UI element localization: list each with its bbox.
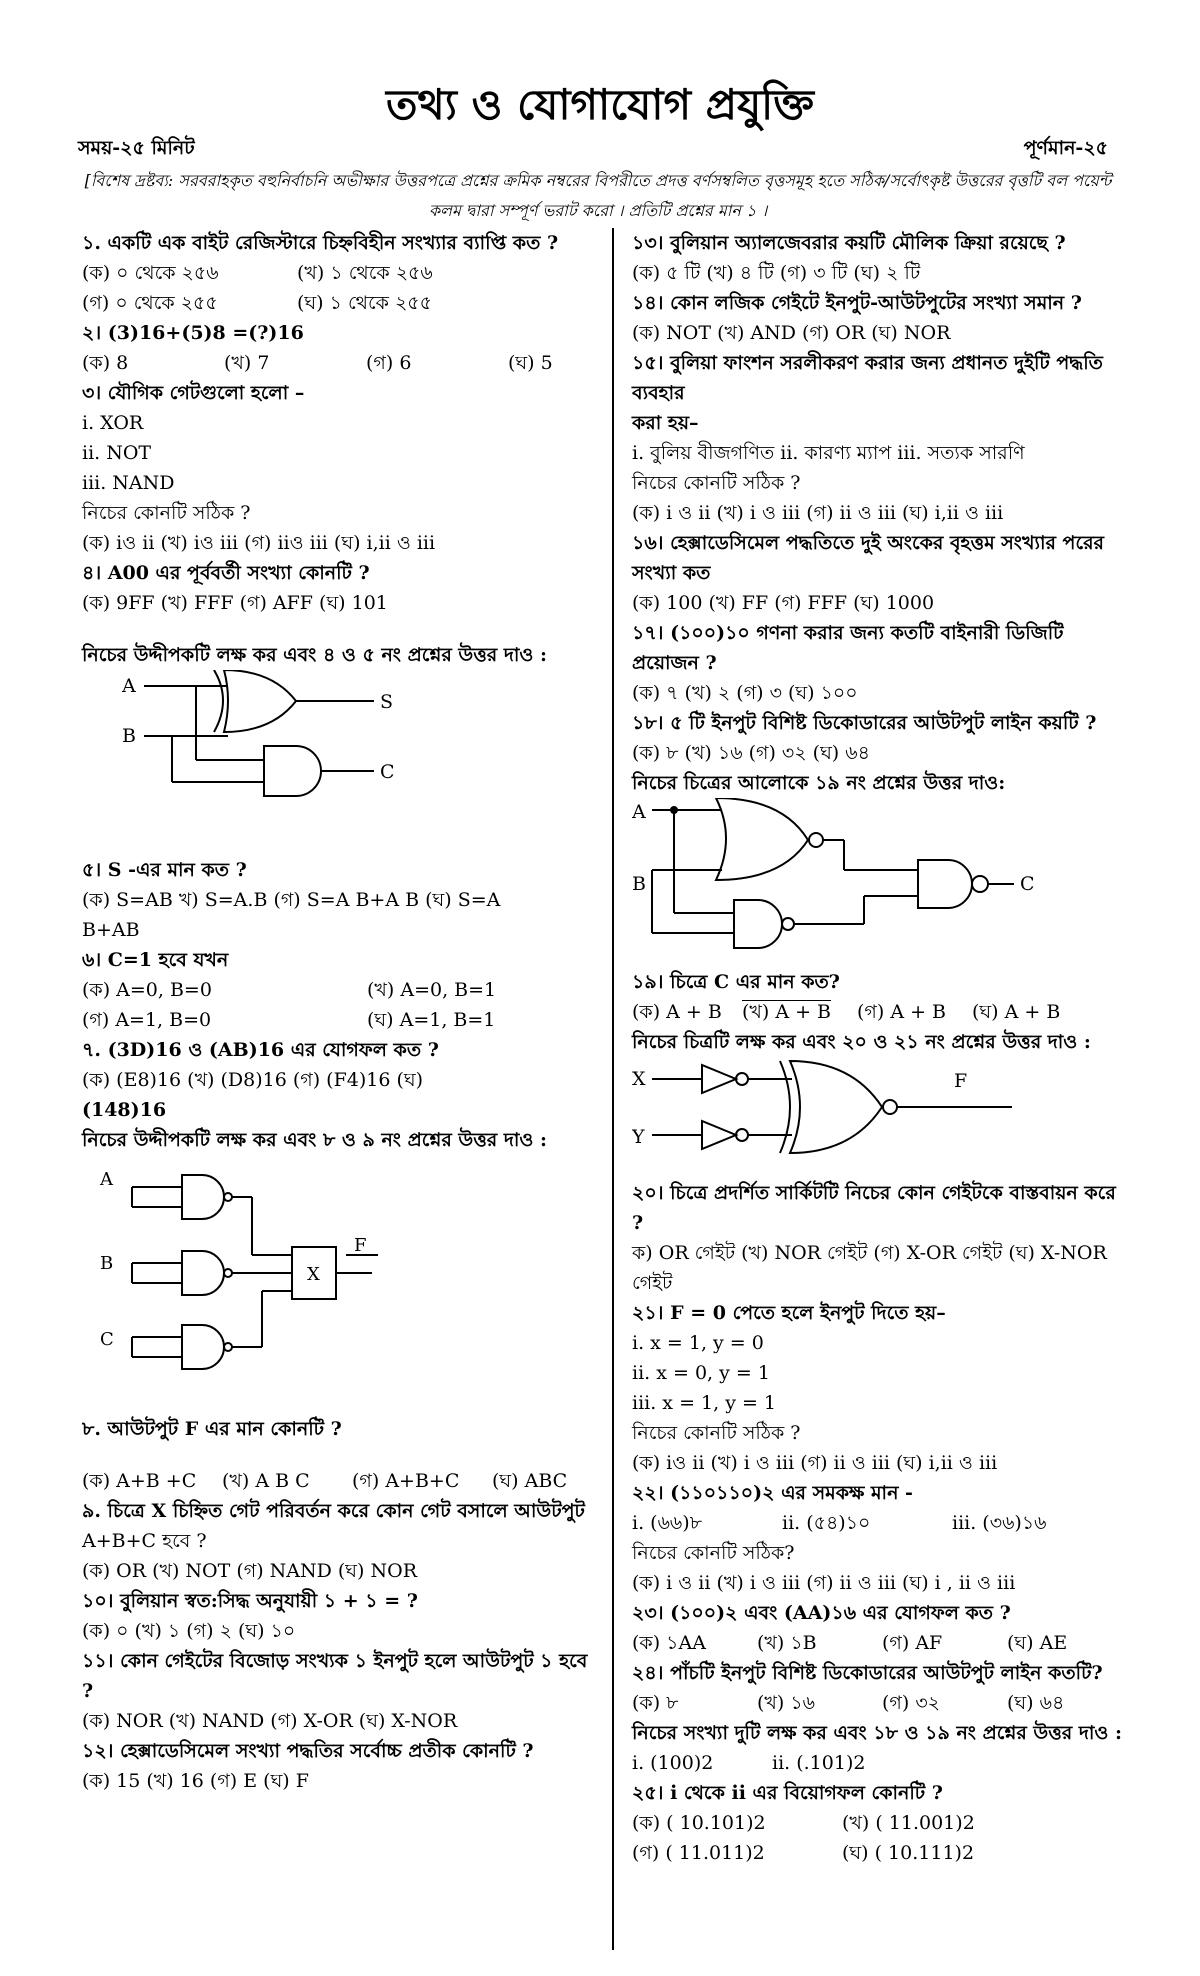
question-choice-prompt: নিচের কোনটি সঠিক ? [82, 502, 251, 524]
right-column [632, 228, 1132, 1868]
q19-options [632, 997, 1132, 1027]
question-choice-prompt: নিচের কোনটি সঠিক ? [632, 1422, 801, 1444]
option: (খ) A B C [222, 1470, 310, 1492]
question-12: ১২। হেক্সাডেসিমেল সংখ্যা পদ্ধতির সর্বোচ্চ প্রতীক কোনটি ? [82, 1740, 534, 1762]
numbers [632, 1748, 1132, 1778]
label-b: B [100, 1253, 114, 1274]
question-7: ৭. (3D)16 ও (AB)16 এর যোগফল কত ? [82, 1039, 439, 1061]
option: (ক) ( 10.101)2 [632, 1812, 766, 1834]
option: (গ) A+B+C [352, 1470, 460, 1492]
option: (ঘ) A=1, B=1 [367, 1009, 496, 1031]
label-f: F [954, 1070, 968, 1092]
question-13: ১৩। বুলিয়ান অ্যালজেবরার কয়টি মৌলিক ক্রিয়া রয়েছে ? [632, 232, 1066, 254]
label-a: A [100, 1169, 113, 1190]
q5-options: (ক) S=AB খ) S=A.B (গ) S=A B+A B (ঘ) S=A [82, 889, 501, 911]
option: (গ) AF [882, 1632, 943, 1654]
question-10: ১০। বুলিয়ান স্বত:সিদ্ধ অনুযায়ী ১ + ১ = ? [82, 1590, 418, 1612]
option: (ক) ৮ [632, 1692, 679, 1714]
statement: iii. NAND [82, 472, 175, 494]
q20-options: ক) OR গেইট (খ) NOR গেইট (গ) X-OR গেইট (ঘ) X-NOR [632, 1242, 1107, 1264]
question-22: ২২। (১১০১১০)২ এর সমকক্ষ মান - [632, 1482, 913, 1504]
statement: i. (৬৬)৮ [632, 1512, 703, 1534]
question-8: ৮. আউটপুট F এর মান কোনটি ? [82, 1418, 342, 1440]
label-c: C [100, 1329, 114, 1350]
question-11: ১১। কোন গেইটের বিজোড় সংখ্যক ১ ইনপুট হলে আউটপুট ১ হবে ? [82, 1650, 588, 1702]
q5-options-cont: B+AB [82, 919, 140, 941]
q2-options [82, 348, 602, 378]
label-f: F [354, 1235, 367, 1256]
question-5: ৫। S -এর মান কত ? [82, 859, 247, 881]
label-x: X [632, 1068, 646, 1090]
q22-options: (ক) i ও ii (খ) i ও iii (গ) ii ও iii (ঘ) i , ii ও iii [632, 1572, 1016, 1594]
q25-options-row2 [632, 1838, 1132, 1868]
question-17: ১৭। (১০০)১০ গণনা করার জন্য কতটি বাইনারী ডিজিটি প্রয়োজন ? [632, 622, 1064, 674]
stimulus-19: নিচের চিত্রের আলোকে ১৯ নং প্রশ্নের উত্তর দাও: [632, 772, 1006, 794]
q20-options-cont: গেইট [632, 1272, 673, 1294]
q25-options-row1 [632, 1808, 1132, 1838]
option: (ঘ) 5 [508, 352, 553, 374]
option: (ক) A=0, B=0 [82, 979, 212, 1001]
q17-options: (ক) ৭ (খ) ২ (গ) ৩ (ঘ) ১০০ [632, 682, 858, 704]
q7-options-cont: (148)16 [82, 1099, 167, 1121]
exam-time: সময়-২৫ মিনিট [78, 137, 195, 159]
question-3: ৩। যৌগিক গেটগুলো হলো – [82, 382, 305, 404]
label-a: A [632, 801, 646, 823]
option: (গ) 6 [366, 352, 412, 374]
q15-options: (ক) i ও ii (খ) i ও iii (গ) ii ও iii (ঘ) i,ii ও iii [632, 502, 1004, 524]
circuit-diagram-xor-and [82, 670, 542, 846]
option: (ঘ) ( 10.111)2 [842, 1842, 975, 1864]
q6-options-row1 [82, 975, 602, 1005]
instructions: [বিশেষ দ্রষ্টব্য: সরবরাহকৃত বহুনির্বাচনি অভীক্ষার উত্তরপত্রে প্রশ্নের ক্রমিক নম্বরের বিপরীতে প্রদত্ত বর্ণসম্বলিত বৃত্তসমূহ হতে সঠিক/সর্বোৎকৃষ্ট উত্তরের বৃত্তটি বল পয়েন্ট কলম দ্বারা সম্পূর্ণ ভরাট করো । প্রতিটি প্রশ্নের মান ১ । [84, 171, 1112, 220]
number-i: i. (100)2 [632, 1752, 714, 1774]
q15-statements: i. বুলিয় বীজগণিত ii. কারণ্য ম্যাপ iii. সত্যক সারণি [632, 442, 1025, 464]
label-c: C [1020, 873, 1035, 895]
q18-options: (ক) ৮ (খ) ১৬ (গ) ৩২ (ঘ) ৬৪ [632, 742, 870, 764]
option: (ঘ) ABC [492, 1470, 568, 1492]
q24-options [632, 1688, 1132, 1718]
option: (ঘ) ১ থেকে ২৫৫ [297, 292, 432, 314]
question-25: ২৫। i থেকে ii এর বিয়োগফল কোনটি ? [632, 1782, 943, 1804]
question-choice-prompt: নিচের কোনটি সঠিক? [632, 1542, 795, 1564]
question-6: ৬। C=1 হবে যখন [82, 949, 229, 971]
q10-options: (ক) ০ (খ) ১ (গ) ২ (ঘ) ১০ [82, 1620, 296, 1642]
question-15: ১৫। বুলিয়া ফাংশন সরলীকরণ করার জন্য প্রধানত দুইটি পদ্ধতি ব্যবহার [632, 352, 1103, 404]
question-21: ২১। F = 0 পেতে হলে ইনপুট দিতে হয়– [632, 1302, 946, 1324]
statement: iii. x = 1, y = 1 [632, 1392, 777, 1414]
option: (ক) A+B +C [82, 1470, 197, 1492]
question-4: ৪। A00 এর পূর্ববর্তী সংখ্যা কোনটি ? [82, 562, 370, 584]
option: (গ) ০ থেকে ২৫৫ [82, 292, 218, 314]
option: (ঘ) ৬৪ [1007, 1692, 1065, 1714]
option: (ঘ) AE [1007, 1632, 1068, 1654]
option: (ঘ) A + B [972, 1001, 1061, 1023]
column-divider [612, 228, 614, 1950]
number-ii: ii. (.101)2 [772, 1752, 866, 1774]
exam-marks: পূর্ণমান-২৫ [1023, 137, 1108, 159]
option: (খ) 7 [224, 352, 270, 374]
label-a: A [122, 675, 136, 697]
q8-options [82, 1466, 602, 1496]
q11-options: (ক) NOR (খ) NAND (গ) X-OR (ঘ) X-NOR [82, 1710, 458, 1732]
q16-options: (ক) 100 (খ) FF (গ) FFF (ঘ) 1000 [632, 592, 935, 614]
option: (গ) ৩২ [882, 1692, 941, 1714]
stimulus-4-5: নিচের উদ্দীপকটি লক্ষ কর এবং ৪ ও ৫ নং প্রশ্নের উত্তর দাও : [82, 644, 547, 666]
question-16: ১৬। হেক্সাডেসিমেল পদ্ধতিতে দুই অংকের বৃহত্তম সংখ্যার পরের সংখ্যা কত [632, 532, 1104, 584]
stimulus-8-9: নিচের উদ্দীপকটি লক্ষ কর এবং ৮ ও ৯ নং প্রশ্নের উত্তর দাও : [82, 1129, 547, 1151]
question-9-cont: A+B+C হবে ? [82, 1530, 207, 1552]
q14-options: (ক) NOT (খ) AND (গ) OR (ঘ) NOR [632, 322, 951, 344]
question-1: ১. একটি এক বাইট রেজিস্টারে চিহ্নবিহীন সংখ্যার ব্যাপ্তি কত ? [82, 232, 559, 254]
stimulus-18-19: নিচের সংখ্যা দুটি লক্ষ কর এবং ১৮ ও ১৯ নং প্রশ্নের উত্তর দাও : [632, 1722, 1122, 1744]
statement: ii. (৫৪)১০ [782, 1512, 871, 1534]
circuit-diagram-nand-x [82, 1155, 542, 1405]
label-x: X [307, 1264, 320, 1285]
circuit-diagram-not-xnor [632, 1057, 1092, 1169]
option: (গ) ( 11.011)2 [632, 1842, 765, 1864]
option: (ক) 8 [82, 352, 129, 374]
option: (ক) ০ থেকে ২৫৬ [82, 262, 219, 284]
circuit-diagram-or-nand [632, 798, 1092, 958]
q21-options: (ক) iও ii (খ) i ও iii (গ) ii ও iii (ঘ) i,ii ও iii [632, 1452, 998, 1474]
q9-options: (ক) OR (খ) NOT (গ) NAND (ঘ) NOR [82, 1560, 418, 1582]
q12-options: (ক) 15 (খ) 16 (গ) E (ঘ) F [82, 1770, 309, 1792]
option: (খ) ( 11.001)2 [842, 1812, 975, 1834]
statement: ii. x = 0, y = 1 [632, 1362, 770, 1384]
statement: ii. NOT [82, 442, 152, 464]
question-9: ৯. চিত্রে X চিহ্নিত গেট পরিবর্তন করে কোন গেট বসালে আউটপুট [82, 1500, 585, 1522]
exam-title: তথ্য ও যোগাযোগ প্রযুক্তি [386, 80, 814, 129]
label-c: C [380, 761, 395, 783]
q23-options [632, 1628, 1132, 1658]
question-18: ১৮। ৫ টি ইনপুট বিশিষ্ট ডিকোডারের আউটপুট লাইন কয়টি ? [632, 712, 1097, 734]
question-19: ১৯। চিত্রে C এর মান কত? [632, 971, 840, 993]
question-choice-prompt: নিচের কোনটি সঠিক ? [632, 472, 801, 494]
question-24: ২৪। পাঁচটি ইনপুট বিশিষ্ট ডিকোডারের আউটপুট লাইন কতটি? [632, 1662, 1103, 1684]
label-b: B [632, 873, 646, 895]
q7-options: (ক) (E8)16 (খ) (D8)16 (গ) (F4)16 (ঘ) [82, 1069, 424, 1091]
stimulus-20-21: নিচের চিত্রটি লক্ষ কর এবং ২০ ও ২১ নং প্রশ্নের উত্তর দাও : [632, 1031, 1091, 1053]
statement: i. x = 1, y = 0 [632, 1332, 764, 1354]
question-14: ১৪। কোন লজিক গেইটে ইনপুট-আউটপুটের সংখ্যা সমান ? [632, 292, 1082, 314]
question-2: ২। (3)16+(5)8 =(?)16 [82, 322, 304, 344]
option: (খ) A=0, B=1 [367, 979, 497, 1001]
label-y: Y [632, 1126, 645, 1148]
option: (গ) A=1, B=0 [82, 1009, 212, 1031]
question-15-cont: করা হয়– [632, 412, 699, 434]
question-20: ২০। চিত্রে প্রদর্শিত সার্কিটটি নিচের কোন গেইটকে বাস্তবায়ন করে ? [632, 1182, 1116, 1234]
q13-options: (ক) ৫ টি (খ) ৪ টি (গ) ৩ টি (ঘ) ২ টি [632, 262, 921, 284]
q4-options: (ক) 9FF (খ) FFF (গ) AFF (ঘ) 101 [82, 592, 388, 614]
label-b: B [122, 725, 136, 747]
q1-options-row1 [82, 258, 602, 288]
option: (খ) ১ থেকে ২৫৬ [297, 262, 433, 284]
label-s: S [380, 691, 394, 713]
option: (ক) A + B [632, 1001, 722, 1023]
q1-options-row2 [82, 288, 602, 318]
option: (ক) ১AA [632, 1632, 706, 1654]
option: (খ) A + B [742, 1001, 832, 1023]
q22-statements [632, 1508, 1132, 1538]
question-23: ২৩। (১০০)২ এবং (AA)১৬ এর যোগফল কত ? [632, 1602, 1011, 1624]
option: (খ) ১B [757, 1632, 817, 1654]
option: (খ) ১৬ [757, 1692, 816, 1714]
option: (গ) A + B [857, 1001, 946, 1023]
left-column [82, 228, 602, 1796]
q3-options: (ক) iও ii (খ) iও iii (গ) iiও iii (ঘ) i,ii ও iii [82, 532, 436, 554]
q6-options-row2 [82, 1005, 602, 1035]
statement: i. XOR [82, 412, 144, 434]
statement: iii. (৩৬)১৬ [952, 1512, 1047, 1534]
